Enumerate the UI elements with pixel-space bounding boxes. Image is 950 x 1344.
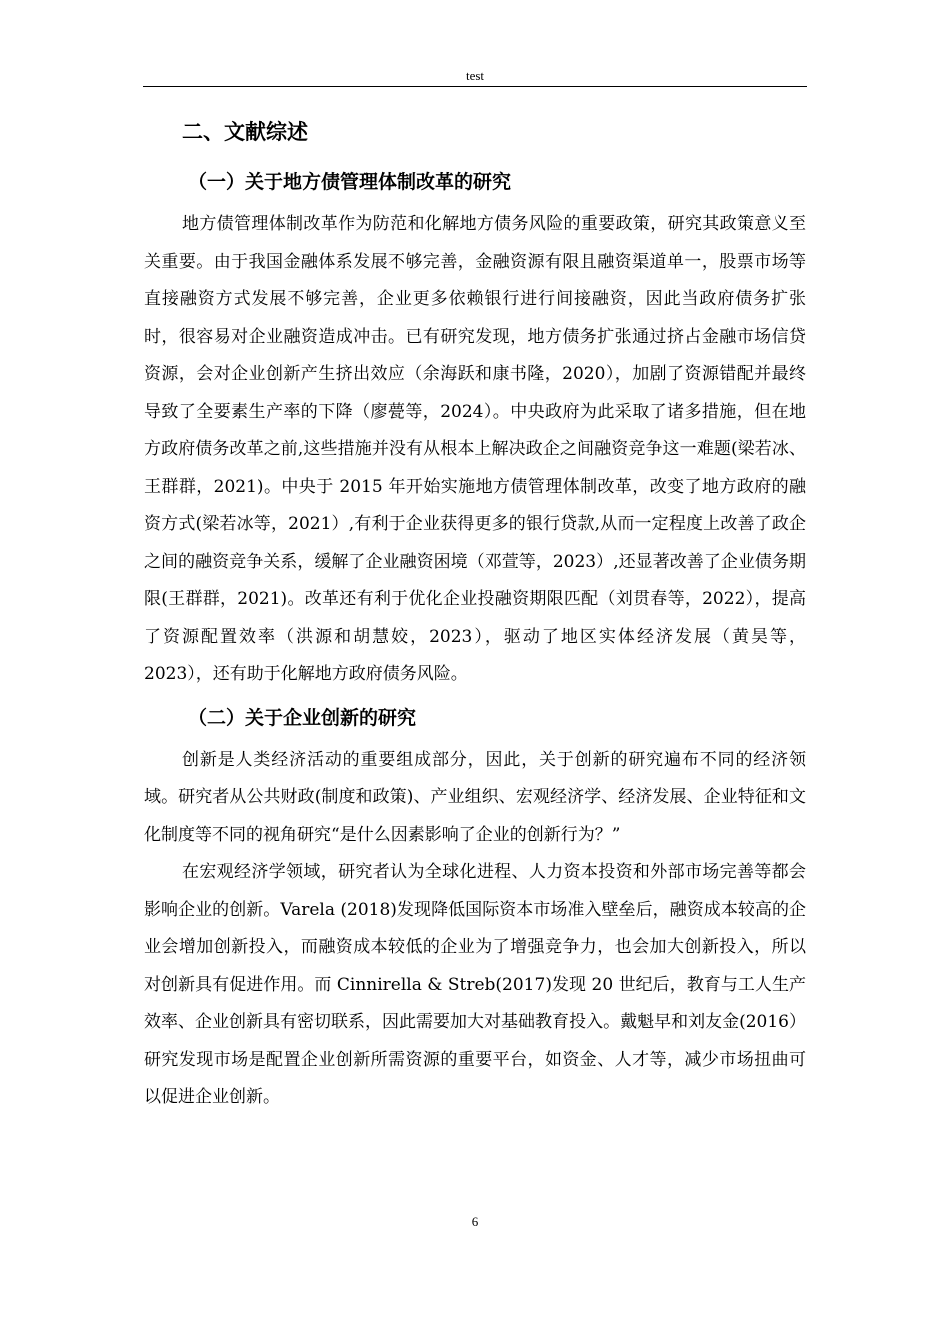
subsection-title: （一）关于地方债管理体制改革的研究 xyxy=(188,171,512,193)
page-header: test xyxy=(465,68,485,83)
page-number: 6 xyxy=(471,1214,479,1229)
header-divider xyxy=(143,86,807,87)
paragraph: 地方债管理体制改革作为防范和化解地方债务风险的重要政策，研究其政策意义至关重要。由于我国金融体系发展不够完善，金融资源有限且融资渠道单一，股票市场等直接融资方式发展不够完善，企业更多依赖银行进行间接融资，因此当政府债务扩张时，很容易对企业融资造成冲击。已有研究发现，地方债务扩张通过挤占金融市场信贷资源，会对企业创新产生挤出效应（余海跃和康书隆，2020），加剧了资源错配并最终导致了全要素生产率的下降（廖甍等，2024）。中央政府为此采取了诸多措施，但在地方政府债务改革之前,这些措施并没有从根本上解决政企之间融资竞争这一难题(梁若冰、王群群，2021)。中央于 2015 年开始实施地方债管理体制改革，改变了地方政府的融资方式(梁若冰等，2021）,有利于企业获得更多的银行贷款,从而一定程度上改善了政企之间的融资竞争关系，缓解了企业融资困境（邓萱等，2023）,还显著改善了企业债务期限(王群群，2021)。改革还有利于优化企业投融资期限匹配（刘贯春等，2022），提高了资源配置效率（洪源和胡慧姣，2023），驱动了地区实体经济发展（黄昊等，2023），还有助于化解地方政府债务风险。 xyxy=(144,214,806,684)
subsection-title: （二）关于企业创新的研究 xyxy=(188,706,417,729)
section-title: 二、文献综述 xyxy=(182,120,308,144)
paragraph: 在宏观经济学领域，研究者认为全球化进程、人力资本投资和外部市场完善等都会影响企业的创新。Varela (2018)发现降低国际资本市场准入壁垒后，融资成本较高的企业会增加创新投入，而融资成本较低的企业为了增强竞争力，也会加大创新投入，所以对创新具有促进作用。而 Cinnirella & Streb(2017)发现 20 世纪后，教育与工人生产效率、企业创新具有密切联系，因此需要加大对基础教育投入。戴魁早和刘友金(2016）研究发现市场是配置企业创新所需资源的重要平台，如资金、人才等，减少市场扭曲可以促进企业创新。 xyxy=(144,862,806,1107)
paragraph: 创新是人类经济活动的重要组成部分，因此，关于创新的研究遍布不同的经济领域。研究者从公共财政(制度和政策)、产业组织、宏观经济学、经济发展、企业特征和文化制度等不同的视角研究“是什么因素影响了企业的创新行为？” xyxy=(144,749,806,845)
page-content xyxy=(144,112,806,1117)
